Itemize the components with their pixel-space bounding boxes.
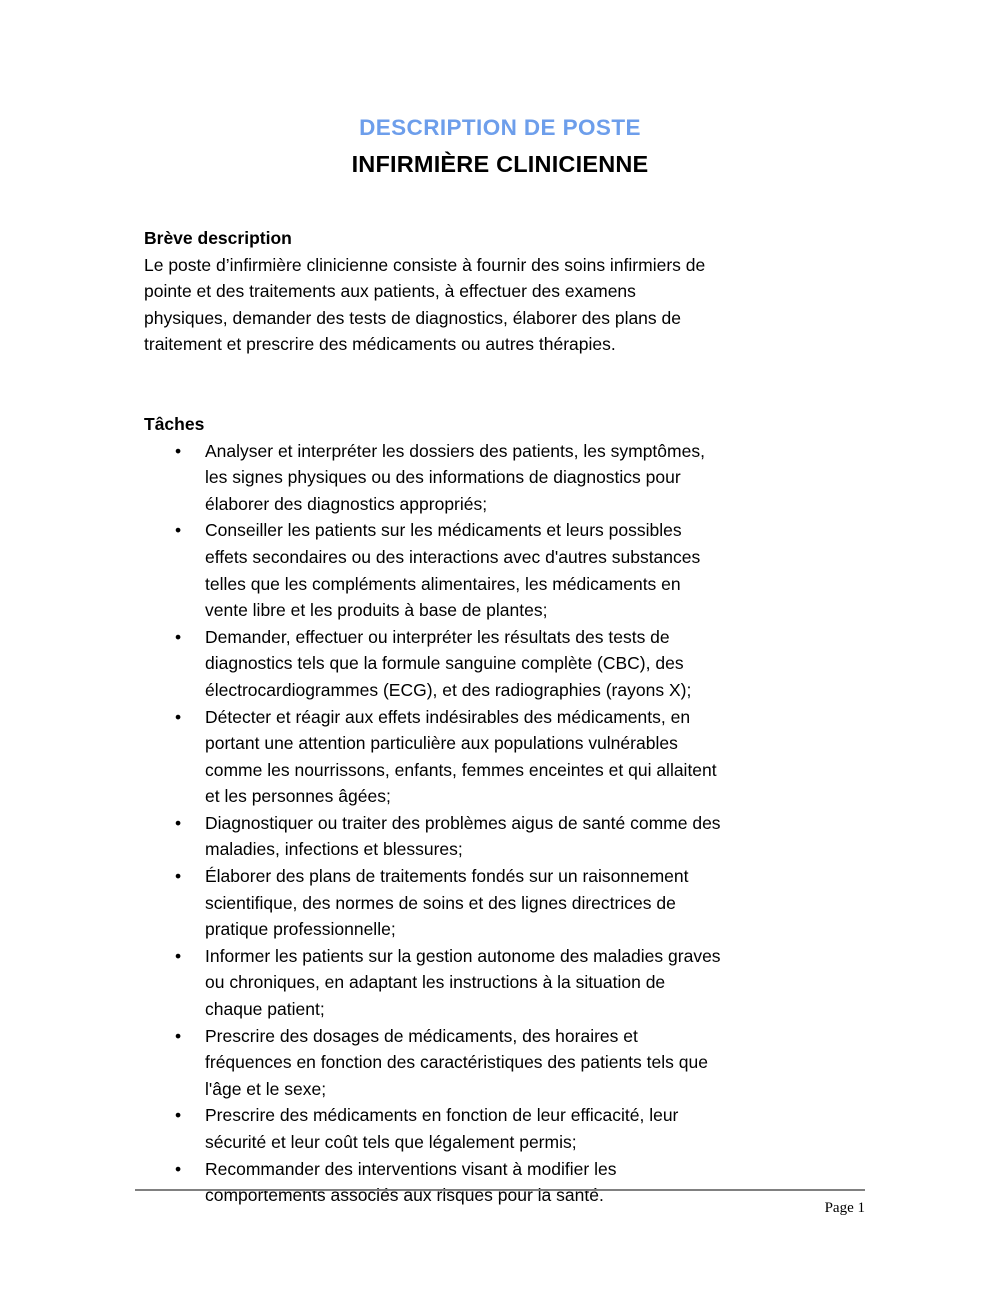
footer-divider <box>135 1189 865 1191</box>
list-item <box>144 624 724 704</box>
list-item-text: Prescrire des dosages de médicaments, des horaires et fréquences en fonction des caractéristiques des patients tels que l'âge et le sexe; <box>205 1025 708 1099</box>
document-body <box>144 225 724 1209</box>
brief-description-heading: Brève description <box>144 228 292 248</box>
bullet-icon: • <box>175 1105 182 1126</box>
bullet-icon: • <box>175 866 182 887</box>
list-item-text: Conseiller les patients sur les médicaments et leurs possibles effets secondaires ou des interactions avec d'autres substances telles que les compléments alimentaires, les médicaments en vente libre et les produits à base de plantes; <box>205 520 701 621</box>
tasks-list <box>144 438 724 1209</box>
list-item-text: Analyser et interpréter les dossiers des patients, les symptômes, les signes physiques ou des informations de diagnostics pour élaborer des diagnostics appropriés; <box>205 440 705 514</box>
list-item-text: Prescrire des médicaments en fonction de leur efficacité, leur sécurité et leur coût tels que légalement permis; <box>205 1105 679 1152</box>
page-footer <box>135 1189 865 1217</box>
bullet-icon: • <box>175 1025 182 1046</box>
document-header <box>0 113 1000 180</box>
bullet-icon: • <box>175 1158 182 1179</box>
tasks-heading: Tâches <box>144 413 205 434</box>
document-kicker: DESCRIPTION DE POSTE <box>359 115 641 140</box>
list-item-text: Informer les patients sur la gestion autonome des maladies graves ou chroniques, en adaptant les instructions à la situation de chaque patient; <box>205 945 721 1020</box>
bullet-icon: • <box>175 440 182 461</box>
list-item-text: Détecter et réagir aux effets indésirables des médicaments, en portant une attention particulière aux populations vulnérables comme les nourrissons, enfants, femmes enceintes et qui allaitent et les personnes âgées; <box>205 706 717 807</box>
brief-description-text: Le poste d’infirmière clinicienne consiste à fournir des soins infirmiers de pointe et des traitements aux patients, à effectuer des examens physiques, demander des tests de diagnostics, élaborer des plans de traitement et prescrire des médicaments ou autres thérapies. <box>144 254 706 355</box>
page-title: INFIRMIÈRE CLINICIENNE <box>351 150 649 177</box>
list-item-text: Élaborer des plans de traitements fondés sur un raisonnement scientifique, des normes de soins et des lignes directrices de pratique professionnelle; <box>205 866 689 940</box>
list-item <box>144 438 724 518</box>
bullet-icon: • <box>175 520 182 541</box>
list-item <box>144 863 724 943</box>
list-item <box>144 810 724 863</box>
list-item <box>144 517 724 623</box>
bullet-icon: • <box>175 706 182 727</box>
list-item <box>144 1023 724 1103</box>
page-number: Page 1 <box>824 1200 865 1216</box>
list-item-text: Diagnostiquer ou traiter des problèmes aigus de santé comme des maladies, infections et blessures; <box>205 812 721 860</box>
list-item-text: Demander, effectuer ou interpréter les résultats des tests de diagnostics tels que la formule sanguine complète (CBC), des électrocardiogrammes (ECG), et des radiographies (rayons X); <box>205 626 692 700</box>
bullet-icon: • <box>175 812 182 833</box>
bullet-icon: • <box>175 626 182 647</box>
bullet-icon: • <box>175 945 182 966</box>
list-item-text: Recommander des interventions visant à modifier les comportements associés aux risques pour la santé. <box>205 1158 617 1206</box>
list-item <box>144 704 724 810</box>
section-spacer <box>144 358 724 411</box>
list-item <box>144 1102 724 1155</box>
list-item <box>144 943 724 1023</box>
